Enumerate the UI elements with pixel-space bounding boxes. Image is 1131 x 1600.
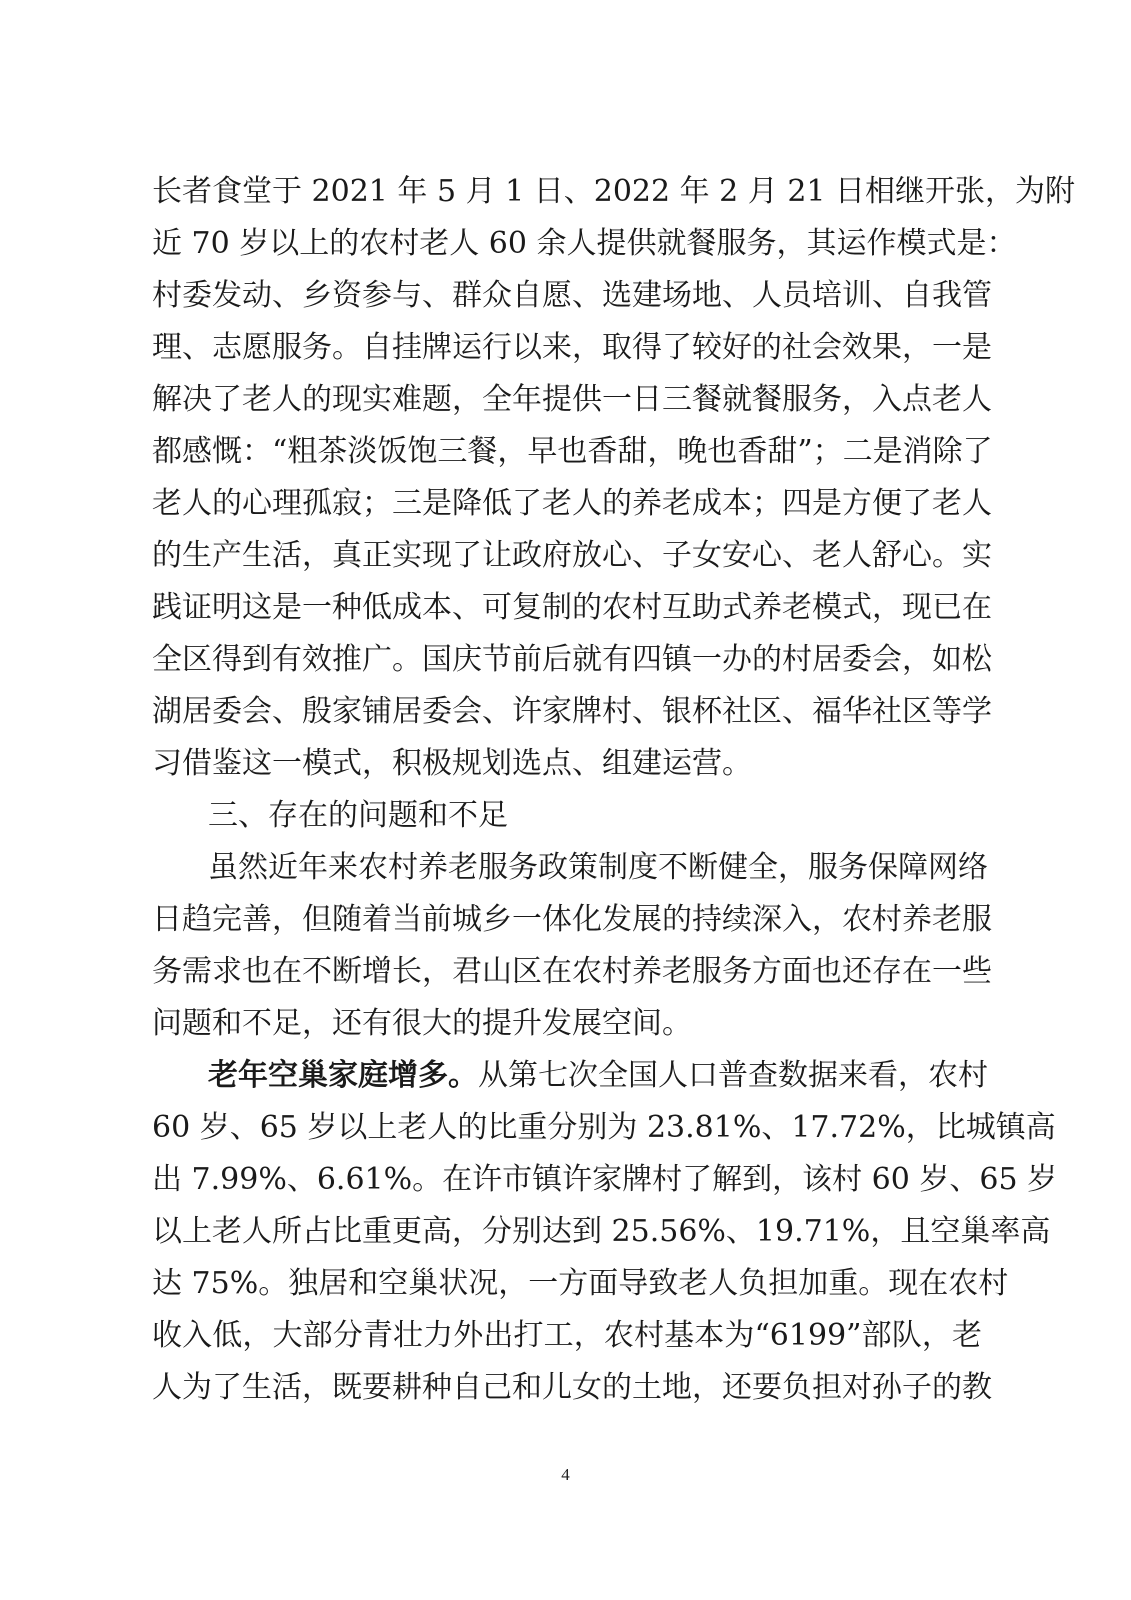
text-line: 的生产生活，真正实现了让政府放心、子女安心、老人舒心。实 (152, 538, 992, 573)
text-line: 人为了生活，既要耕种自己和儿女的土地，还要负担对孙子的教 (152, 1370, 992, 1405)
text-line: 出 7.99%、6.61%。在许市镇许家牌村了解到，该村 60 岁、65 岁 (152, 1162, 1058, 1197)
text-line: 长者食堂于 2021 年 5 月 1 日、2022 年 2 月 21 日相继开张，为附 (152, 174, 1076, 209)
text-line: 收入低，大部分青壮力外出打工，农村基本为“6199”部队，老 (152, 1318, 982, 1353)
text-line: 老人的心理孤寂；三是降低了老人的养老成本；四是方便了老人 (152, 486, 992, 521)
text-line: 近 70 岁以上的农村老人 60 余人提供就餐服务，其运作模式是： (152, 226, 1017, 261)
text-line (208, 1050, 988, 1102)
text-line: 达 75%。独居和空巢状况，一方面导致老人负担加重。现在农村 (152, 1266, 1009, 1301)
section-heading: 三、存在的问题和不足 (208, 798, 508, 833)
text-line: 解决了老人的现实难题，全年提供一日三餐就餐服务，入点老人 (152, 382, 992, 417)
bold-lead-heading: 老年空巢家庭增多。 (208, 1058, 478, 1093)
text-line: 湖居委会、殷家铺居委会、许家牌村、银杯社区、福华社区等学 (152, 694, 992, 729)
text-line: 60 岁、65 岁以上老人的比重分别为 23.81%、17.72%，比城镇高 (152, 1110, 1056, 1145)
text-line: 践证明这是一种低成本、可复制的农村互助式养老模式，现已在 (152, 590, 992, 625)
text-line: 全区得到有效推广。国庆节前后就有四镇一办的村居委会，如松 (152, 642, 992, 677)
text-line: 日趋完善，但随着当前城乡一体化发展的持续深入，农村养老服 (152, 902, 992, 937)
text-line: 习借鉴这一模式，积极规划选点、组建运营。 (152, 746, 752, 781)
text-line: 务需求也在不断增长，君山区在农村养老服务方面也还存在一些 (152, 954, 992, 989)
text-line: 虽然近年来农村养老服务政策制度不断健全，服务保障网络 (208, 850, 988, 885)
text-span: 从第七次全国人口普查数据来看，农村 (478, 1058, 988, 1093)
page-number: 4 (561, 1465, 570, 1484)
text-line: 问题和不足，还有很大的提升发展空间。 (152, 1006, 692, 1041)
text-line: 以上老人所占比重更高，分别达到 25.56%、19.71%，且空巢率高 (152, 1214, 1051, 1249)
text-line: 理、志愿服务。自挂牌运行以来，取得了较好的社会效果，一是 (152, 330, 992, 365)
text-line: 村委发动、乡资参与、群众自愿、选建场地、人员培训、自我管 (152, 278, 992, 313)
text-line: 都感慨：“粗茶淡饭饱三餐，早也香甜，晚也香甜”；二是消除了 (152, 434, 993, 469)
